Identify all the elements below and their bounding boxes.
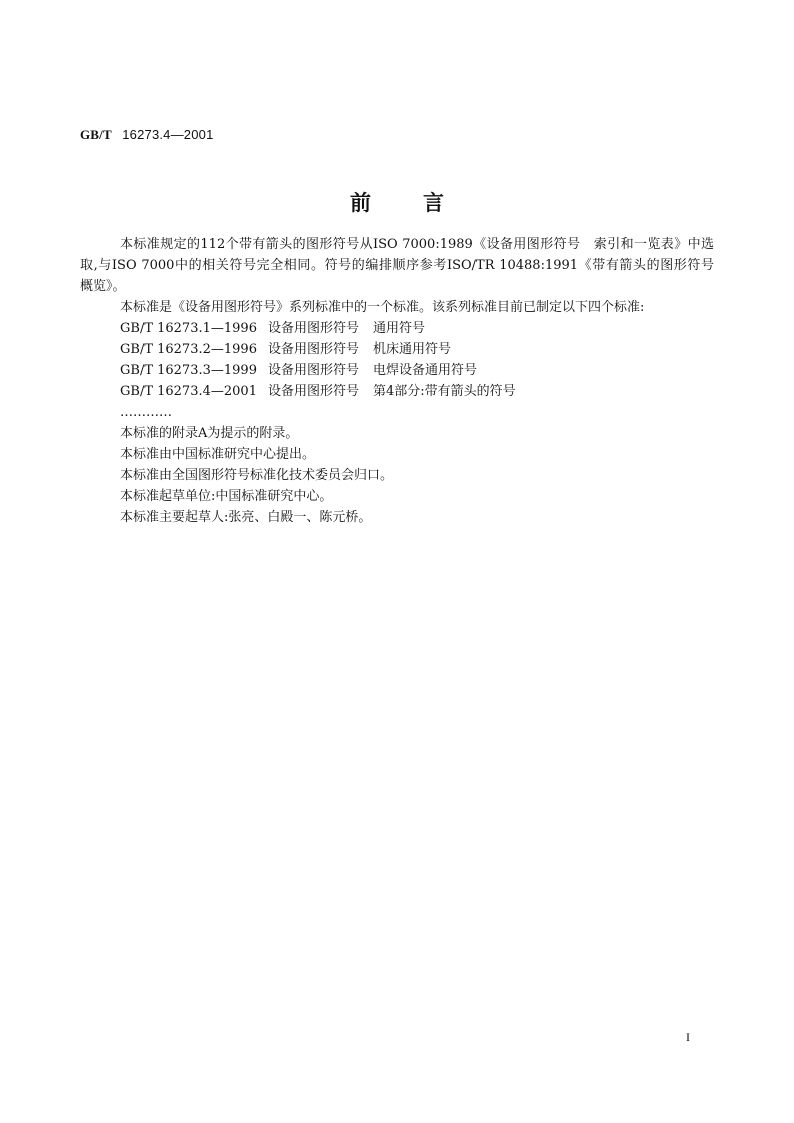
- standard-part: 通用符号: [373, 321, 426, 336]
- statement-committee: 本标准由全国图形符号标准化技术委员会归口。: [120, 468, 394, 483]
- standard-row: [80, 318, 714, 339]
- page-number: I: [686, 1030, 690, 1044]
- series-intro: 本标准是《设备用图形符号》系列标准中的一个标准。该系列标准目前已制定以下四个标准:: [120, 300, 645, 315]
- standard-code: GB/T 16273.3—1999: [120, 363, 257, 378]
- standard-series: 设备用图形符号: [268, 384, 360, 399]
- standard-number: 16273.4—2001: [122, 127, 214, 142]
- standard-row: [80, 339, 714, 360]
- standard-series: 设备用图形符号: [268, 321, 360, 336]
- page-title: 前言: [350, 190, 496, 215]
- standard-code: GB/T 16273.4—2001: [120, 384, 257, 399]
- statement-drafters: 本标准主要起草人:张亮、白殿一、陈元桥。: [120, 510, 372, 525]
- standard-part: 第4部分:带有箭头的符号: [373, 384, 516, 399]
- standard-prefix: GB/T: [80, 127, 112, 142]
- standard-code: GB/T 16273.2—1996: [120, 342, 257, 357]
- standard-part: 机床通用符号: [373, 342, 452, 357]
- statement-proposer: 本标准由中国标准研究中心提出。: [120, 447, 316, 462]
- standard-part: 电焊设备通用符号: [373, 363, 478, 378]
- standard-code: GB/T 16273.1—1996: [120, 321, 257, 336]
- foreword-body: [80, 234, 728, 528]
- intro-paragraph: 本标准规定的112个带有箭头的图形符号从ISO 7000:1989《设备用图形符号 索引和一览表》中选取,与ISO 7000中的相关符号完全相同。符号的编排顺序参考ISO/TR 10488:1991《带有箭头的图形符号 概览》。: [80, 237, 728, 294]
- standard-series: 设备用图形符号: [268, 363, 360, 378]
- standard-series: 设备用图形符号: [268, 342, 360, 357]
- statement-drafting-unit: 本标准起草单位:中国标准研究中心。: [120, 489, 333, 504]
- ellipsis-line: …………: [120, 405, 172, 420]
- document-header: [80, 127, 214, 143]
- standard-row: [80, 381, 714, 402]
- standard-row: [80, 360, 714, 381]
- statement-appendix: 本标准的附录A为提示的附录。: [120, 426, 299, 441]
